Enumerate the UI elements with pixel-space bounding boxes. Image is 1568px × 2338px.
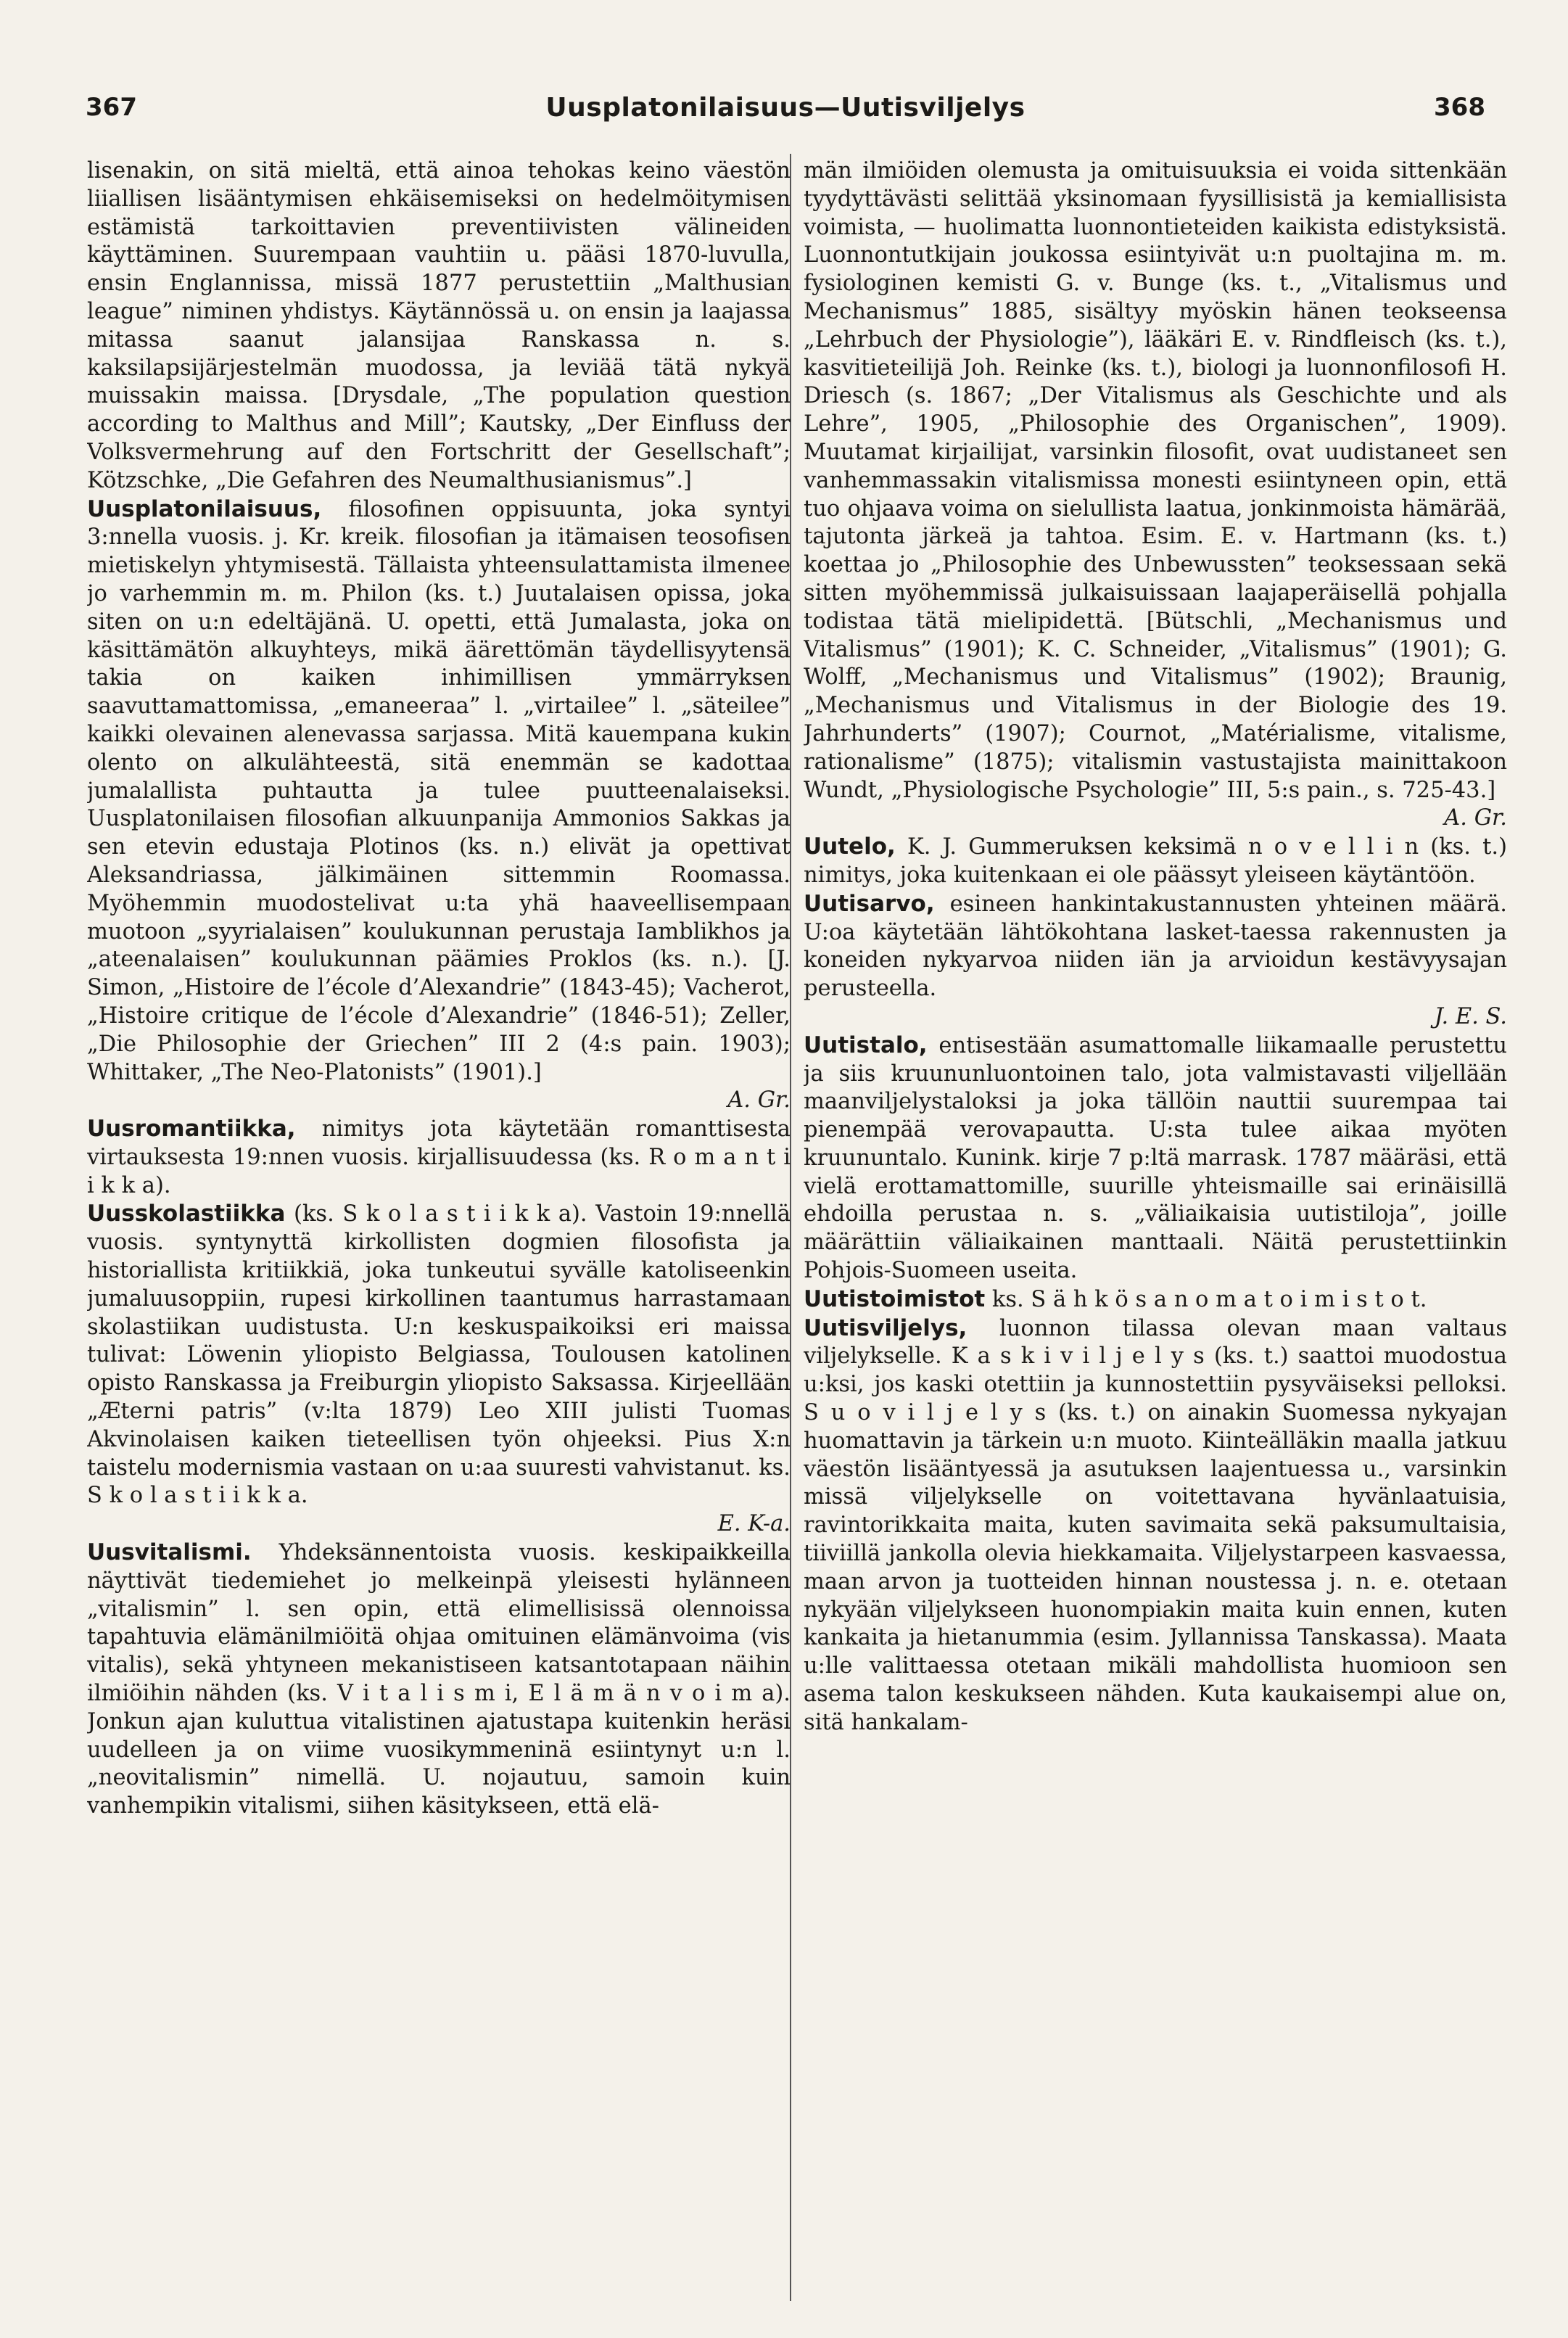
entry-text: luonnon tilassa olevan maan valtaus viljelykselle. K a s k i v i l j e l y s (ks. t.) saattoi muodostua u:ksi, jos kaski otettiin ja kunnostettiin pysyväiseksi pelloksi. S u o v i l j e l y s (ks. t.) on ainakin Suomessa nykyajan huomattavin ja tärkein u:n muoto. Kiinteälläkin maalla jatkuu väestön lisääntyessä ja asutuksen laajentuessa u., varsinkin missä viljelykselle on voitettavana hyvänlaatuisia, ravintorikkaita maita, kuten savimaita sekä paksumultaisia, tiiviillä jankolla olevia hiekkamaita. Viljelystarpeen kasvaessa, maan arvon ja tuotteiden hinnan noustessa j. n. e. otetaan nykyään viljelykseen huonompiakin maita kuin ennen, kuten kankaita ja hietanummia (esim. Jyllannissa Tanskassa). Maata u:lle valittaessa otetaan mikäli mahdollista huomioon sen asema talon keskukseen nähden. Kuta kaukaisempi alue on, sitä hankalam- [804, 1315, 1507, 1735]
headword: Uutistoimistot [804, 1285, 986, 1312]
running-header [86, 93, 1485, 133]
signature: A. Gr. [727, 1087, 791, 1114]
entry [87, 1115, 791, 1200]
entry-text: (ks. S k o l a s t i i k k a). Vastoin 19:nnellä vuosis. syntynyttä kirkollisten dogmien filosofista ja historiallista kritiikkiä, joka tunkeutui syvälle katoliseenkin jumaluusoppiin, rupesi kirkollinen taantumus harrastamaan skolastiikan uudistusta. U:n keskuspaikoiksi eri maissa tulivat: Löwenin yliopisto Belgiassa, Toulousen katolinen opisto Ranskassa ja Freiburgin yliopisto Saksassa. Kirjeellään „Æterni patris” (v:lta 1879) Leo XIII julisti Tuomas Akvinolaisen kaiken tieteellisen työn ohjeeksi. Pius X:n taistelu modernismia vastaan on u:aa suuresti vahvistanut. ks. S k o l a s t i i k k a. [87, 1201, 791, 1509]
entry-text: filosofinen oppisuunta, joka syntyi 3:nnella vuosis. j. Kr. kreik. filosofian ja itämaisen teosofisen mietiskelyn yhtymisestä. Tällaista yhteensulattamista ilmenee jo varhemmin m. m. Philon (ks. t.) Juutalaisen opissa, joka siten on u:n edeltäjänä. U. opetti, että Jumalasta, joka on käsittämätön alkuyhteys, mikä äärettömän täydellisyytensä takia on kaiken inhimillisen ymmärryksen saavuttamattomissa, „emaneeraa” l. „virtailee” l. „säteilee” kaikki olevainen alenevassa sarjassa. Mitä kauempana kukin olento on alkulähteestä, sitä enemmän se kadottaa jumalallista puhtautta ja tulee puutteenalaiseksi. Uusplatonilaisen filosofian alkuunpanija Ammonios Sakkas ja sen etevin edustaja Plotinos (ks. n.) elivät ja opettivat Aleksandriassa, jälkimäinen sittemmin Roomassa. Myöhemmin muodostelivat u:ta yhä haaveellisempaan muotoon „syyrialaisen” koulukunnan perustaja Iamblikhos ja „ateenalaisen” koulukunnan päämies Proklos (ks. n.). [J. Simon, „Histoire de l’école d’Alexandrie” (1843-45); Vacherot, „Histoire critique de l’école d’Alexandrie” (1846-51); Zeller, „Die Philosophie der Griechen” III 2 (4:s pain. 1903); Whittaker, „The Neo-Platonists” (1901).] [87, 496, 791, 1085]
headword: Uutisarvo, [804, 890, 935, 917]
headword: Uusplatonilaisuus, [87, 495, 322, 522]
headword: Uutisviljelys, [804, 1314, 967, 1341]
page-number-right: 368 [1434, 93, 1485, 122]
entry [804, 1032, 1507, 1285]
signature: J. E. S. [1434, 1003, 1507, 1029]
signature: E. K-a. [717, 1511, 791, 1537]
entry-text: K. J. Gummeruksen keksimä n o v e l l i n (ks. t.) nimitys, joka kuitenkaan ei ole päässyt yleiseen käytäntöön. [804, 834, 1507, 888]
entry [87, 1200, 791, 1510]
headword: Uusskolastiikka [87, 1201, 286, 1227]
headword: Uutelo, [804, 833, 896, 860]
entry [804, 1285, 1507, 1314]
entry-text: esineen hankintakustannusten yhteinen määrä. U:oa käytetään lähtökohtana lasket-taessa rakennusten ja koneiden nykyarvoa niiden iän ja arvioidun kestävyysajan perusteella. [804, 891, 1507, 1002]
entry [87, 495, 791, 1087]
entry [804, 157, 1507, 804]
entry [804, 1314, 1507, 1737]
entry-text: män ilmiöiden olemusta ja omituisuuksia ei voida sittenkään tyydyttävästi selittää yksinomaan fyysillisistä ja kemiallisista voimista, — huolimatta luonnontieteiden kaikista edistyksistä. Luonnontutkijain joukossa esiintyivät u:n puoltajina m. m. fysiologinen kemisti G. v. Bunge (ks. t., „Vitalismus und Mechanismus” 1885, sisältyy myöskin hänen teokseensa „Lehrbuch der Physiologie”), lääkäri E. v. Rindfleisch (ks. t.), kasvitieteilijä Joh. Reinke (ks. t.), biologi ja luonnonfilosofi H. Driesch (s. 1867; „Der Vitalismus als Geschichte und als Lehre”, 1905, „Philosophie des Organischen”, 1909). Muutamat kirjailijat, varsinkin filosofit, ovat uudistaneet sen vanhemmassakin vitalismissa monesti esiintyneen opin, että tuo ohjaava voima on sielullista laatua, jonkinmoista hämärää, tajutonta järkeä ja tahtoa. Esim. E. v. Hartmann (ks. t.) koettaa jo „Philosophie des Unbewussten” teoksessaan sekä sitten myöhemmissä julkaisuissaan laajaperäisellä pohjalla todistaa tätä mielipidettä. [Bütschli, „Mechanismus und Vitalismus” (1901); K. C. Schneider, „Vitalismus” (1901); G. Wolff, „Mechanismus und Vitalismus” (1902); Braunig, „Mechanismus und Vitalismus in der Biologie des 19. Jahrhunderts” (1907); Cournot, „Matérialisme, vitalisme, rationalisme” (1875); vitalismin vastustajista mainittakoon Wundt, „Physiologische Psychologie” III, 5:s pain., s. 725-43.] [804, 158, 1507, 803]
signature: A. Gr. [1444, 805, 1507, 831]
right-column [804, 157, 1507, 2304]
entry [87, 157, 791, 495]
entry-text: ks. S ä h k ö s a n o m a t o i m i s t o t. [991, 1286, 1427, 1312]
entry-text: nimitys jota käytetään romanttisesta virtauksesta 19:nnen vuosis. kirjallisuudessa (ks. R o m a n t i i k k a). [87, 1116, 791, 1198]
headword: Uusromantiikka, [87, 1116, 296, 1143]
entry [804, 890, 1507, 1003]
entry-text: entisestään asumattomalle liikamaalle perustettu ja siis kruununluontoinen talo, jota valmistavasti viljellään maanviljelystaloksi ja joka tällöin nauttii suurempaa tai pienempää verovapautta. U:sta tulee aikaa myöten kruununtalo. Kunink. kirje 7 p:ltä marrask. 1787 määräsi, että vielä erottamattomille, suurille yhteismaille sai erinäisillä ehdoilla perustaa n. s. „väliaikaisia uutistiloja”, joille määrättiin väliaikainen manttaali. Näitä perustettiinkin Pohjois-Suomeen useita. [804, 1032, 1507, 1284]
left-column [87, 157, 791, 2304]
entry [804, 833, 1507, 890]
headword: Uutistalo, [804, 1032, 928, 1058]
entry [87, 1539, 791, 1821]
entry-text: Yhdeksännentoista vuosis. keskipaikkeilla näyttivät tiedemiehet jo melkeinpä yleisesti hylänneen „vitalismin” l. sen opin, että elimellisissä olennoissa tapahtuvia elämänilmiöitä ohjaa omituinen elämänvoima (vis vitalis), sekä yhtyneen mekanistiseen katsantotapaan näihin ilmiöihin nähden (ks. V i t a l i s m i, E l ä m ä n v o i m a). Jonkun ajan kuluttua vitalistinen ajatustapa kuitenkin heräsi uudelleen ja on viime vuosikymmeninä esiintynyt u:n l. „neovitalismin” nimellä. U. nojautuu, samoin kuin vanhempikin vitalismi, siihen käsitykseen, että elä- [87, 1540, 791, 1819]
running-title: Uusplatonilaisuus—Uutisviljelys [545, 93, 1026, 123]
entry-text: lisenakin, on sitä mieltä, että ainoa tehokas keino väestön liiallisen lisääntymisen ehkäisemiseksi on hedelmöitymisen estämistä tarkoittavien preventiivisten välineiden käyttäminen. Suurempaan vauhtiin u. pääsi 1870-luvulla, ensin Englannissa, missä 1877 perustettiin „Malthusian league” niminen yhdistys. Käytännössä u. on ensin ja laajassa mitassa saanut jalansijaa Ranskassa n. s. kaksilapsijärjestelmän muodossa, ja leviää tätä nykyä muissakin maissa. [Drysdale, „The population question according to Malthus and Mill”; Kautsky, „Der Einfluss der Volksvermehrung auf den Fortschritt der Gesellschaft”; Kötzschke, „Die Gefahren des Neumalthusianismus”.] [87, 158, 791, 493]
headword: Uusvitalismi. [87, 1539, 252, 1566]
page-number-left: 367 [86, 93, 137, 122]
